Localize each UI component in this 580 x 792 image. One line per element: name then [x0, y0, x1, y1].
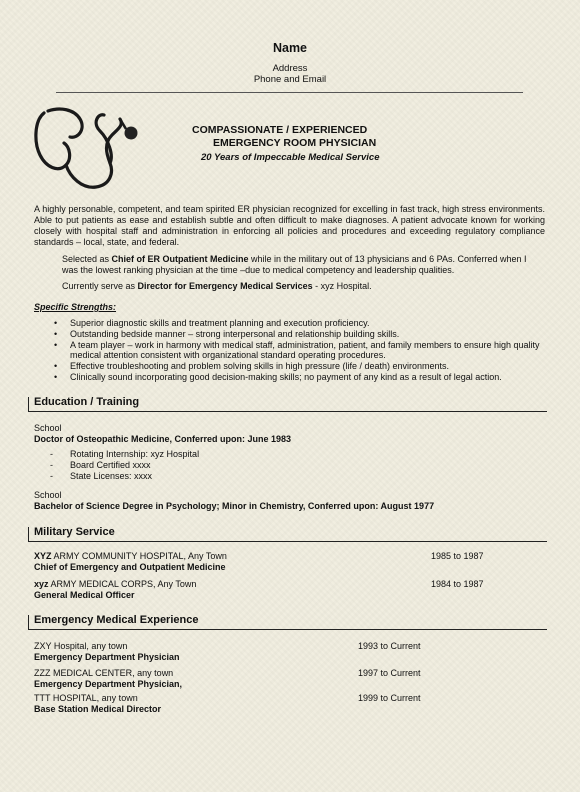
military-org-abbr: xyz [34, 579, 49, 589]
experience-heading: Emergency Medical Experience [34, 614, 199, 626]
list-item: • Outstanding bedside manner – strong interpersonal and relationship building skills. [54, 329, 544, 340]
experience-org: ZXY Hospital, any town [34, 641, 128, 651]
experience-org: ZZZ MEDICAL CENTER, any town [34, 668, 174, 678]
experience-dates: 1993 to Current [358, 641, 421, 651]
military-org-abbr: XYZ [34, 551, 52, 561]
list-item: - Rotating Internship: xyz Hospital [50, 449, 350, 460]
highlight-chief-post: while in the military out of 13 physicians and 6 PAs. Conferred when I was the lowest ranking physician at the time –due to medical competency and leadership qualities. [62, 254, 527, 275]
military-dates: 1984 to 1987 [431, 579, 484, 589]
list-item: • Clinically sound incorporating good decision-making skills; no payment of any kind as a result of legal action. [54, 372, 544, 383]
military-org-name: ARMY MEDICAL CORPS, Any Town [48, 579, 197, 589]
highlight-director-post: - xyz Hospital. [312, 281, 372, 291]
experience-section-header [28, 615, 547, 630]
education-heading: Education / Training [34, 396, 140, 408]
military-heading: Military Service [34, 526, 115, 538]
experience-role: Emergency Department Physician, [34, 679, 183, 689]
list-item: • A team player – work in harmony with medical staff, administration, patient, and family members to ensure high quality medical attention consistent with organizational standard operating procedures. [54, 340, 544, 362]
experience-dates: 1997 to Current [358, 668, 421, 678]
military-dates: 1985 to 1987 [431, 551, 484, 561]
military-section-header [28, 527, 547, 542]
experience-role: Emergency Department Physician [34, 652, 180, 662]
school-label: School [34, 490, 62, 500]
experience-org: TTT HOSPITAL, any town [34, 693, 138, 703]
header-divider [56, 92, 523, 93]
phone-and-email: Phone and Email [253, 74, 327, 85]
resume-name: Name [272, 41, 308, 55]
headline-subtitle: EMERGENCY ROOM PHYSICIAN [213, 137, 377, 149]
highlight-director [62, 281, 532, 292]
headline-title: COMPASSIONATE / EXPERIENCED [192, 124, 368, 136]
military-role: Chief of Emergency and Outpatient Medicine [34, 562, 226, 572]
strengths-heading: Specific Strengths: [34, 302, 117, 312]
highlight-chief-title: Chief of ER Outpatient Medicine [111, 254, 249, 264]
list-item: - Board Certified xxxx [50, 460, 350, 471]
profile-summary: A highly personable, competent, and team spirited ER physician recognized for excelling in fast track, high stress environments. Able to put patients as ease and establish subtle and often difficult to make diagnoses. A patient advocate known for working closely with hospital staff and administration in enforcing all policies and procedures and exceeding regulatory compliance standards – local, state, and federal. [34, 204, 545, 247]
training-list [50, 449, 350, 481]
school-label: School [34, 423, 62, 433]
degree-do: Doctor of Osteopathic Medicine, Conferred upon: June 1983 [34, 434, 292, 444]
highlight-director-title: Director for Emergency Medical Services [137, 281, 313, 291]
military-org [34, 579, 196, 590]
military-org-name: ARMY COMMUNITY HOSPITAL, Any Town [51, 551, 227, 561]
list-item: • Effective troubleshooting and problem solving skills in high pressure (life / death) environments. [54, 361, 544, 372]
military-org [34, 551, 227, 562]
experience-role: Base Station Medical Director [34, 704, 162, 714]
highlight-chief-pre: Selected as [62, 254, 112, 264]
strengths-list [54, 318, 544, 383]
address: Address [272, 63, 308, 74]
list-item: - State Licenses: xxxx [50, 471, 350, 482]
tagline: 20 Years of Impeccable Medical Service [201, 152, 380, 163]
degree-bs: Bachelor of Science Degree in Psychology; Minor in Chemistry, Conferred upon: August 1977 [34, 501, 435, 511]
military-role: General Medical Officer [34, 590, 135, 600]
list-item: • Superior diagnostic skills and treatment planning and execution proficiency. [54, 318, 544, 329]
highlight-chief [62, 254, 532, 276]
experience-dates: 1999 to Current [358, 693, 421, 703]
education-section-header [28, 397, 547, 412]
highlight-director-pre: Currently serve as [62, 281, 138, 291]
stethoscope-icon [30, 103, 140, 195]
